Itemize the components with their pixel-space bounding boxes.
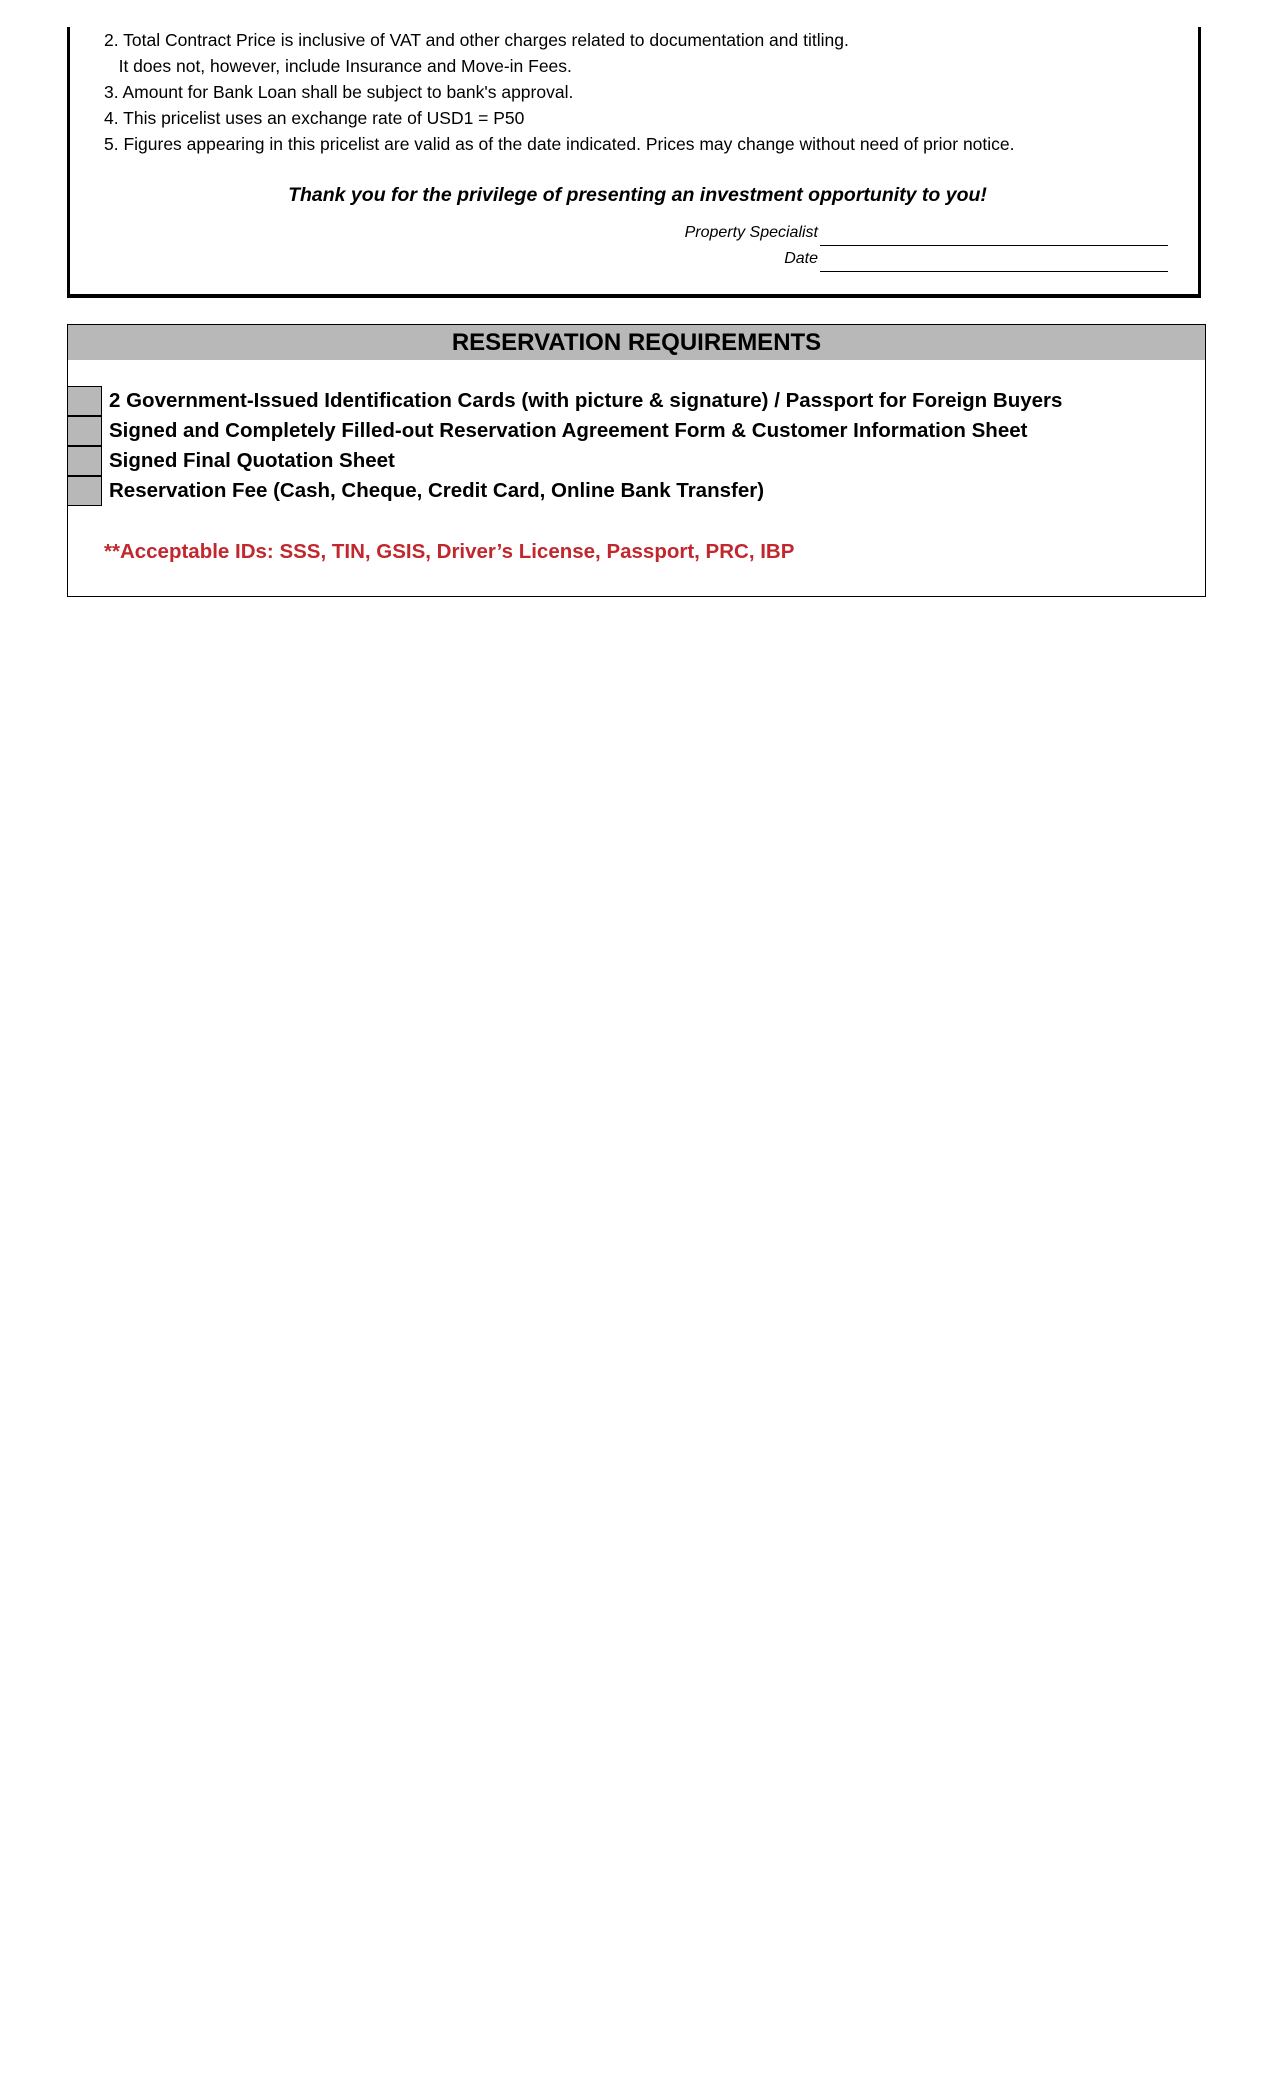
property-specialist-signature-line: [820, 225, 1168, 246]
requirement-checkbox-4[interactable]: [67, 476, 102, 506]
requirement-item-1: 2 Government-Issued Identification Cards (with picture & signature) / Passport for Foreign Buyers: [109, 389, 1063, 412]
requirement-item-2: Signed and Completely Filled-out Reservation Agreement Form & Customer Information Sheet: [109, 419, 1028, 442]
requirement-checkbox-3[interactable]: [67, 446, 102, 476]
note-item-2-continued: It does not, however, include Insurance and Move-in Fees.: [104, 56, 572, 76]
note-item-5: 5. Figures appearing in this pricelist are valid as of the date indicated. Prices may change without need of prior notice.: [104, 134, 1015, 154]
note-item-4: 4. This pricelist uses an exchange rate of USD1 = P50: [104, 108, 525, 128]
reservation-requirements-title: RESERVATION REQUIREMENTS: [68, 325, 1205, 360]
property-specialist-label: Property Specialist: [684, 224, 818, 241]
note-item-2: 2. Total Contract Price is inclusive of VAT and other charges related to documentation and titling.: [104, 30, 849, 50]
thank-you-message: Thank you for the privilege of presenting an investment opportunity to you!: [288, 184, 987, 206]
date-signature-line: [820, 251, 1168, 272]
note-item-3: 3. Amount for Bank Loan shall be subject to bank's approval.: [104, 82, 574, 102]
requirement-checkbox-2[interactable]: [67, 416, 102, 446]
requirement-item-3: Signed Final Quotation Sheet: [109, 449, 395, 472]
date-label: Date: [784, 250, 818, 267]
requirement-item-4: Reservation Fee (Cash, Cheque, Credit Card, Online Bank Transfer): [109, 479, 765, 502]
requirement-checkbox-1[interactable]: [67, 386, 102, 416]
acceptable-ids-note: **Acceptable IDs: SSS, TIN, GSIS, Driver’s License, Passport, PRC, IBP: [104, 540, 795, 563]
